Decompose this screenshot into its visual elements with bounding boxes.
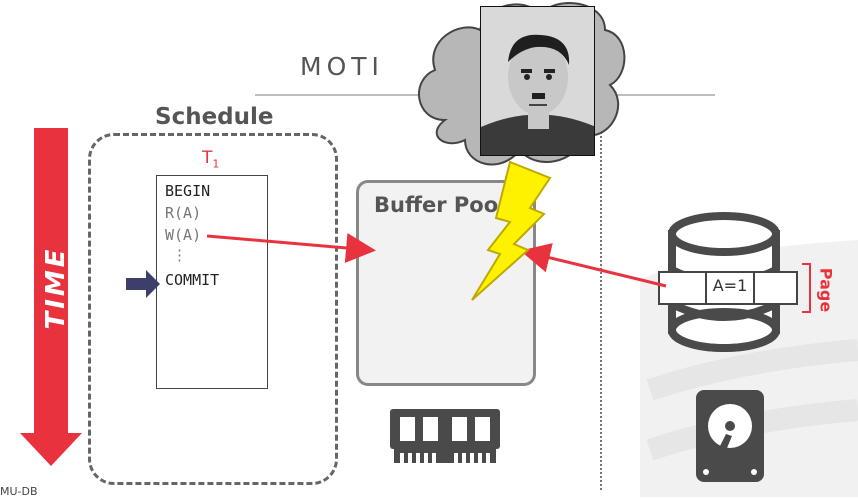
lightning-bolt-icon xyxy=(470,160,552,302)
disk-page-value: A=1 xyxy=(705,271,755,305)
portrait-image xyxy=(480,6,595,156)
op-read-a: R(A) xyxy=(165,204,202,222)
time-label: TIME xyxy=(41,246,71,330)
op-write-a: W(A) xyxy=(165,226,202,244)
page-label: Page xyxy=(816,267,836,313)
buffer-pool-label: Buffer Poo xyxy=(374,193,499,217)
footer-label: MU-DB xyxy=(0,485,38,498)
schedule-label: Schedule xyxy=(155,104,274,130)
op-ellipsis: ⋮ xyxy=(172,246,187,264)
slide-title: MOTI xyxy=(300,52,384,81)
op-commit: COMMIT xyxy=(165,271,220,289)
transaction-name: $T_1$ xyxy=(202,148,220,171)
op-begin: BEGIN xyxy=(165,182,211,200)
